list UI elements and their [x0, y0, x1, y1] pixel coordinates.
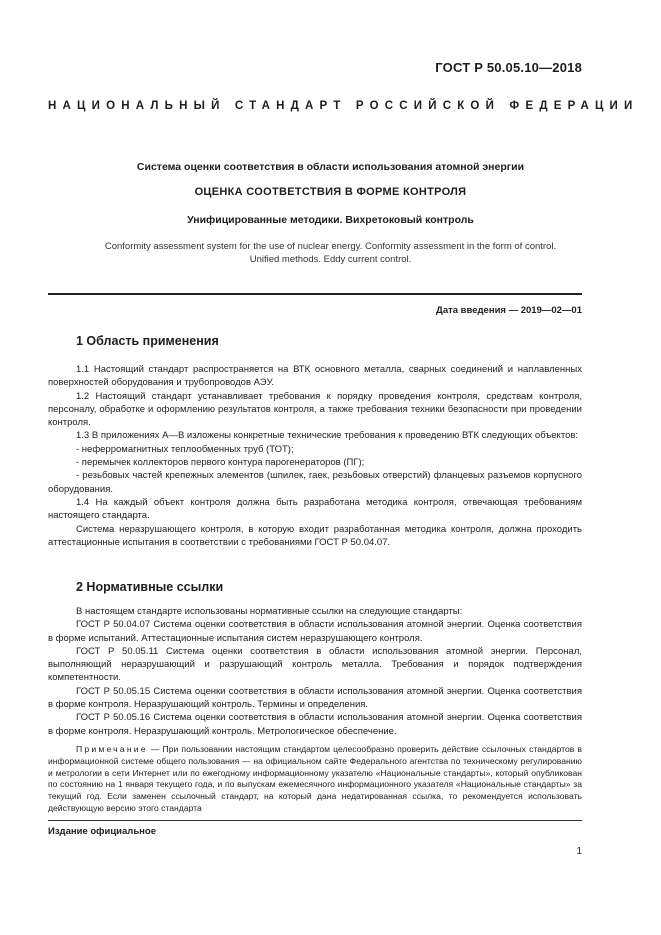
title-english-line1: Conformity assessment system for the use of nuclear energy. Conformity assessment in the form of control. — [104, 241, 557, 252]
section2-heading: 2 Нормативные ссылки — [76, 580, 224, 594]
section2-body — [48, 605, 582, 738]
reference-item: ГОСТ Р 50.05.11 Система оценки соответствия в области использования атомной энергии. Персонал, выполняющий неразрушающий и разрушающий контроль металла. Требования и порядок подтверждения компетентности. — [48, 645, 582, 684]
title-main: ОЦЕНКА СООТВЕТСТВИЯ В ФОРМЕ КОНТРОЛЯ — [194, 186, 467, 198]
list-item: - неферромагнитных теплообменных труб (ТОТ); — [76, 443, 294, 455]
official-edition: Издание официальное — [48, 826, 156, 837]
note-label: Примечание — [76, 744, 148, 754]
paragraph: Система неразрушающего контроля, в которую входит разработанная методика контроля, должна проходить аттестационные испытания в соответствии с требованиями ГОСТ Р 50.04.07. — [48, 523, 582, 548]
footer-divider — [48, 820, 582, 821]
section1-body — [48, 363, 582, 549]
list-item: - перемычек коллекторов первого контура парогенераторов (ПГ); — [76, 457, 365, 469]
section1-heading: 1 Область применения — [76, 334, 219, 348]
paragraph: 1.1 Настоящий стандарт распространяется на ВТК основного металла, сварных соединений и наплавленных поверхностей оборудования и трубопроводов АЭУ. — [48, 364, 582, 389]
paragraph: 1.4 На каждый объект контроля должна быть разработана методика контроля, отвечающая требованиям настоящего стандарта. — [48, 496, 582, 522]
national-standard-banner: НАЦИОНАЛЬНЫЙ СТАНДАРТ РОССИЙСКОЙ ФЕДЕРАЦИИ — [48, 100, 639, 112]
paragraph: В настоящем стандарте использованы нормативные ссылки на следующие стандарты: — [76, 606, 463, 617]
list-item: - резьбовых частей крепежных элементов (шпилек, гаек, резьбовых отверстий) фланцевых разъемов корпусного оборудования. — [48, 470, 582, 495]
paragraph: 1.2 Настоящий стандарт устанавливает требования к порядку проведения контроля, средствам контроля, персоналу, обработке и оформлению результатов контроля, а также требования техники безопасности при проведении контроля. — [48, 390, 582, 429]
note-text: — При пользовании настоящим стандартом целесообразно проверить действие ссылочных стандартов в информационной системе общего пользования — на официальном сайте Федерального агентства по техническому регулированию и метрологии в сети Интернет или по ежегодному информационному указателю «Национальные стандарты», который опубликован по состоянию на 1 января текущего года, и по выпускам ежемесячного информационного указателя «Национальные стандарты» за текущий год. Если заменен ссылочный стандарт, на который дана недатированная ссылка, то рекомендуется использовать действующую версию этого стандарта — [48, 744, 582, 813]
reference-item: ГОСТ Р 50.04.07 Система оценки соответствия в области использования атомной энергии. Оценка соответствия в форме испытаний. Аттестационные испытания систем неразрушающего контроля. — [48, 619, 582, 644]
reference-item: ГОСТ Р 50.05.15 Система оценки соответствия в области использования атомной энергии. Оценка соответствия в форме контроля. Неразрушающий контроль. Термины и определения. — [48, 685, 582, 711]
title-system: Система оценки соответствия в области использования атомной энергии — [136, 161, 525, 173]
title-english-line2: Unified methods. Eddy current control. — [249, 254, 412, 265]
paragraph: 1.3 В приложениях А—В изложены конкретные технические требования к проведению ВТК следующих объектов: — [76, 430, 579, 442]
title-english — [48, 240, 613, 266]
page-number: 1 — [576, 846, 582, 857]
reference-item: ГОСТ Р 50.05.16 Система оценки соответствия в области использования атомной энергии. Оценка соответствия в форме контроля. Неразрушающий контроль. Метрологическое обеспечение. — [48, 712, 582, 737]
header-divider — [48, 293, 582, 295]
gost-number: ГОСТ Р 50.05.10—2018 — [435, 60, 582, 75]
note — [48, 744, 582, 815]
title-subtitle: Унифицированные методики. Вихретоковый контроль — [187, 214, 474, 226]
introduction-date: Дата введения — 2019—02—01 — [436, 305, 582, 316]
